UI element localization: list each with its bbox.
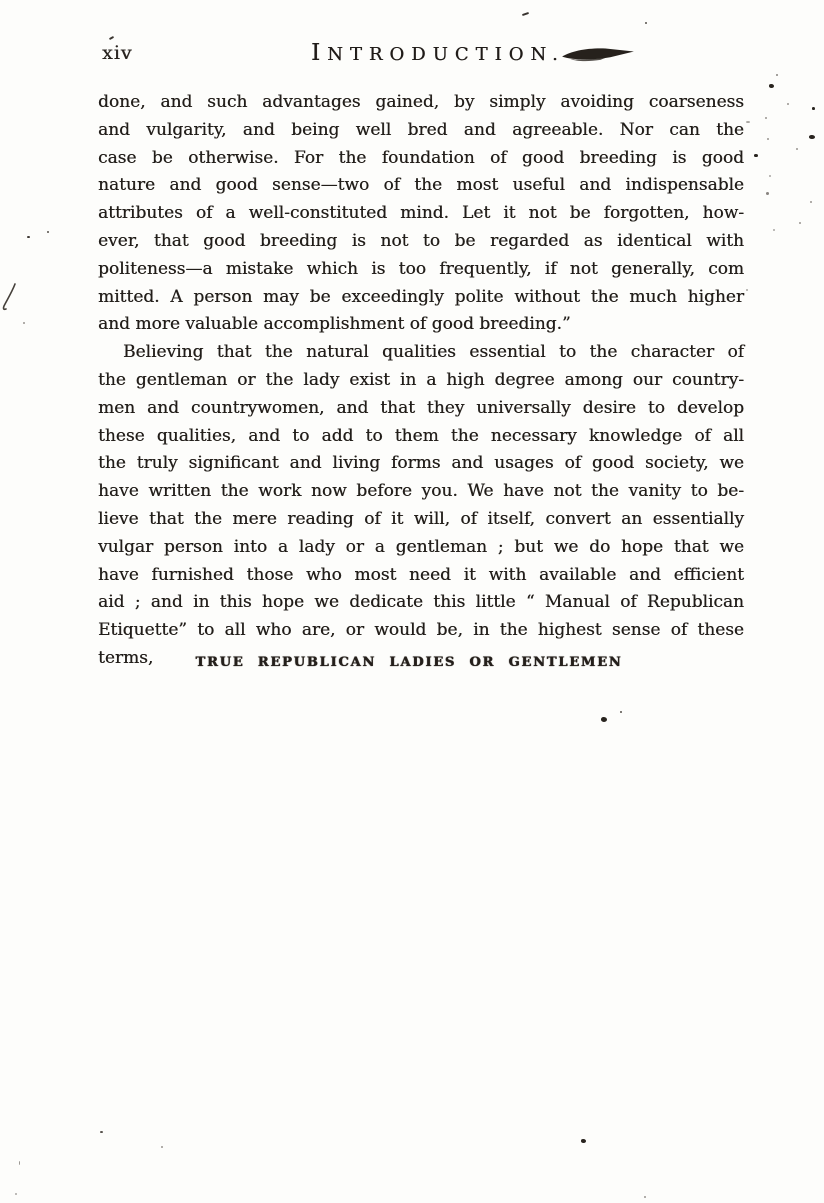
scan-speck xyxy=(799,222,801,224)
scan-speck xyxy=(161,1146,163,1148)
scan-speck xyxy=(767,138,769,140)
ink-blot xyxy=(601,717,607,722)
text-line: terms, xyxy=(98,647,154,668)
scan-speck xyxy=(765,117,767,119)
scan-speck xyxy=(746,289,748,291)
scan-speck xyxy=(644,1196,646,1198)
text-line: Believing that the natural qualities essential to the character of xyxy=(123,342,744,363)
text-line: these qualities, and to add to them the necessary knowledge of all xyxy=(98,425,744,446)
text-line: lieve that the mere reading of it will, of itself, convert an essentially xyxy=(98,508,744,529)
text-line: aid ; and in this hope we dedicate this little “ Manual of Republican xyxy=(98,592,744,613)
scan-speck xyxy=(746,121,750,123)
text-line: politeness—a mistake which is too frequently, if not generally, com xyxy=(98,258,744,279)
ink-blot xyxy=(809,135,815,139)
scan-speck xyxy=(522,12,529,16)
scan-speck xyxy=(773,229,775,231)
text-line: case be otherwise. For the foundation of good breeding is good xyxy=(98,147,744,168)
ink-smudge-icon xyxy=(559,42,638,65)
text-line: the truly significant and living forms and usages of good society, we xyxy=(98,453,744,474)
text-line: the gentleman or the lady exist in a high degree among our country- xyxy=(98,369,744,390)
scan-speck xyxy=(787,103,789,105)
text-line: vulgar person into a lady or a gentleman ; but we do hope that we xyxy=(98,536,744,557)
body-text xyxy=(98,89,744,673)
scan-speck xyxy=(769,175,771,177)
page-number: xiv xyxy=(102,42,133,64)
scan-speck xyxy=(27,236,30,238)
dedication-line: TRUE REPUBLICAN LADIES OR GENTLEMEN xyxy=(195,655,623,670)
text-line: attributes of a well-constituted mind. Let it not be forgotten, how- xyxy=(98,203,744,224)
scan-speck xyxy=(15,1193,17,1195)
text-line: done, and such advantages gained, by simply avoiding coarseness xyxy=(98,92,744,112)
text-line: have furnished those who most need it with available and efficient xyxy=(98,564,744,585)
scan-speck xyxy=(19,1161,20,1165)
scan-speck xyxy=(810,201,812,203)
scan-speck xyxy=(23,322,25,324)
scan-speck xyxy=(766,192,769,195)
scan-speck xyxy=(796,148,798,150)
text-line: men and countrywomen, and that they universally desire to develop xyxy=(98,397,744,418)
scan-speck xyxy=(645,22,647,24)
text-line: nature and good sense—two of the most useful and indispensable xyxy=(98,175,744,196)
ink-blot xyxy=(754,154,758,157)
ink-blot xyxy=(581,1139,586,1143)
text-line: ever, that good breeding is not to be regarded as identical with xyxy=(98,230,744,251)
running-title: INTRODUCTION. xyxy=(311,40,565,66)
text-line: and more valuable accomplishment of good breeding.” xyxy=(98,314,571,335)
text-line: mitted. A person may be exceedingly polite without the much higher xyxy=(98,286,744,307)
ink-blot xyxy=(769,84,774,88)
text-line: and vulgarity, and being well bred and agreeable. Nor can the xyxy=(98,119,744,140)
ink-blot xyxy=(812,107,815,110)
text-line: have written the work now before you. We have not the vanity to be- xyxy=(98,481,744,502)
scan-speck xyxy=(776,74,778,76)
scan-speck xyxy=(109,36,114,40)
scan-speck xyxy=(100,1131,103,1133)
text-line: Etiquette” to all who are, or would be, in the highest sense of these xyxy=(98,620,744,641)
margin-pen-mark xyxy=(1,281,19,313)
scan-speck xyxy=(620,711,622,713)
scan-speck xyxy=(47,231,49,233)
